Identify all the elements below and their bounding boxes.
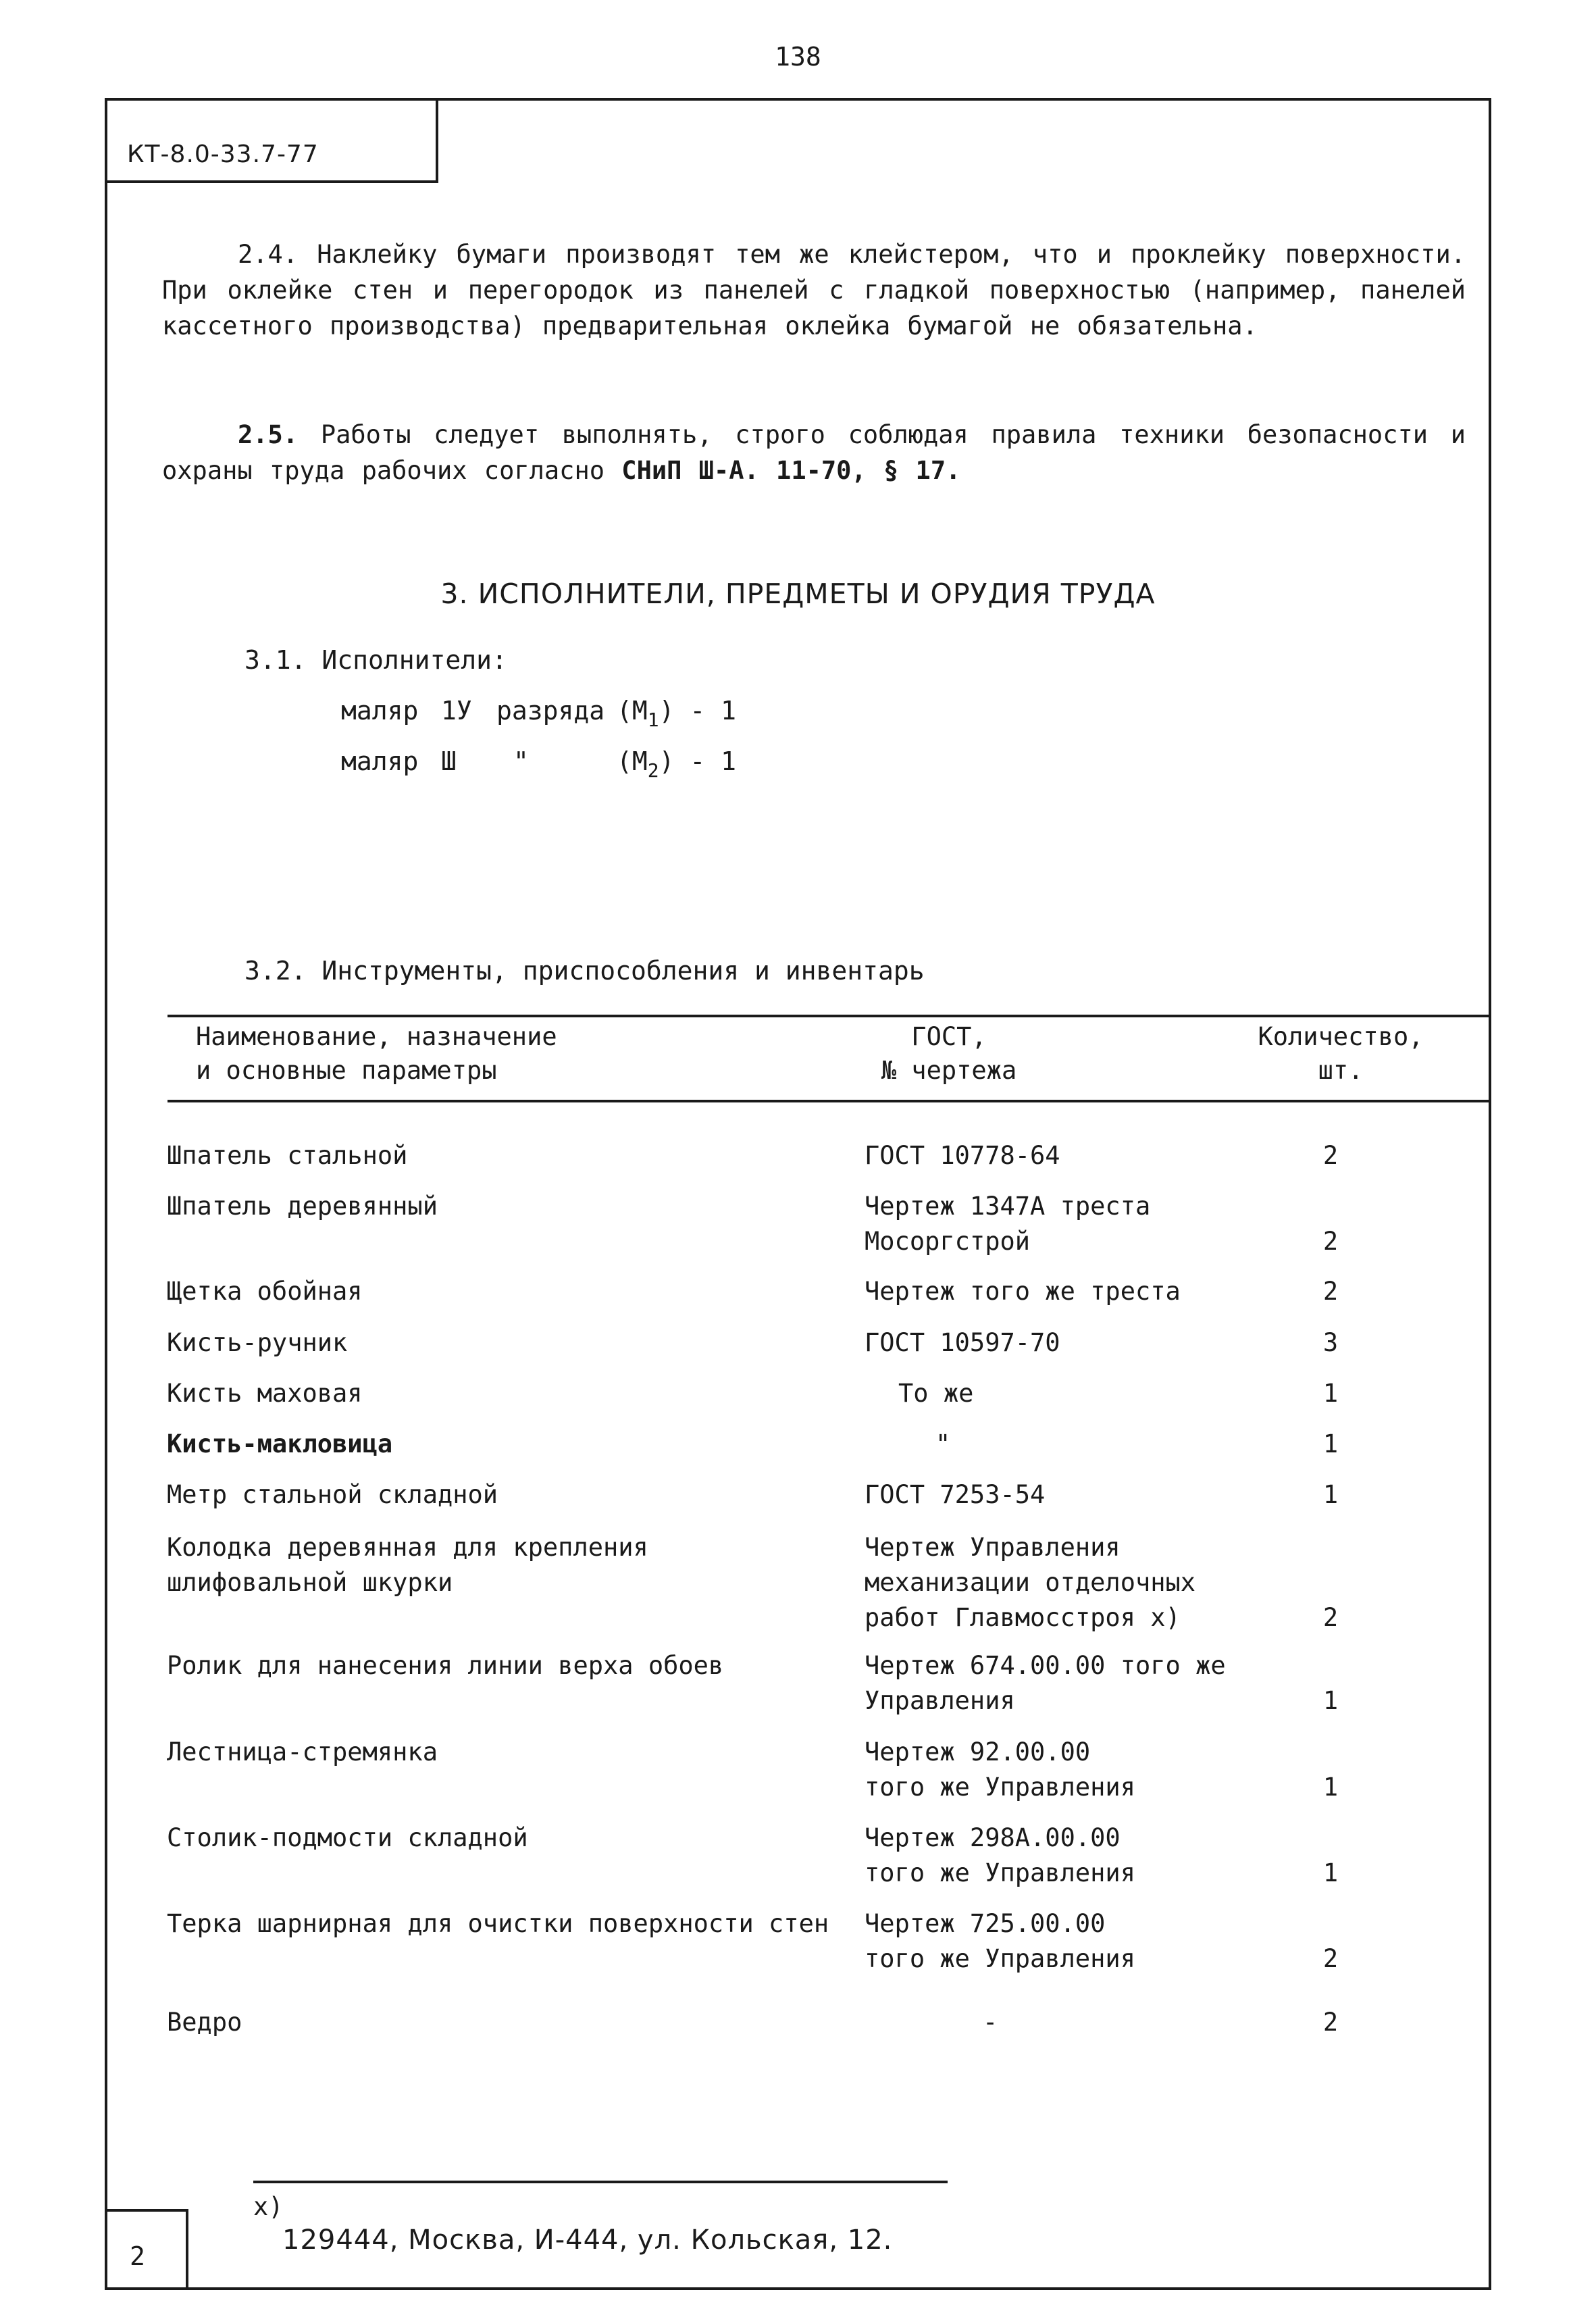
worker-row: маляр 1У разряда $(М_1) - 1$ <box>341 696 737 731</box>
paragraph-2-4 <box>162 236 1466 344</box>
footnote-mark: х) <box>253 2192 284 2221</box>
sheet-number: 2 <box>130 2241 145 2271</box>
page-number: 138 <box>775 42 821 72</box>
paragraph-2-5 <box>162 417 1466 488</box>
sheet-number-box <box>105 2209 188 2290</box>
table-header-rule <box>168 1100 1491 1102</box>
subsection-3-1-title: 3.1. Исполнители: <box>244 645 507 675</box>
header-name: Наименование, назначение и основные параметры <box>196 1022 557 1085</box>
header-qty: Количество, шт. <box>1258 1022 1424 1085</box>
paragraph-2-4-text: Наклейку бумаги производят тем же клейстером, что и проклейку поверхности. При оклейке стен и перегородок из панелей с гладкой поверхностью (например, панелей кассетного производства) предварительная оклейка бумагой не обязательна. <box>162 240 1466 340</box>
snip-reference: СНиП Ш-А. 11-70, § 17. <box>621 456 961 485</box>
paragraph-2-5-number: 2.5. <box>238 420 299 449</box>
doc-code: КТ-8.0-33.7-77 <box>127 141 319 168</box>
footnote-rule <box>253 2181 948 2183</box>
table-top-rule <box>168 1015 1491 1017</box>
worker-row: маляр Ш " $(М_2) - 1$ <box>341 746 737 782</box>
paragraph-2-4-number: 2.4. <box>238 240 299 269</box>
footnote-text: 129444, Москва, И-444, ул. Кольская, 12. <box>282 2225 893 2256</box>
section-3-heading: 3. ИСПОЛНИТЕЛИ, ПРЕДМЕТЫ И ОРУДИЯ ТРУДА <box>440 578 1156 610</box>
paragraph-2-5-text: Работы следует выполнять, строго соблюдая правила техники безопасности и охраны труда рабочих согласно <box>162 420 1466 485</box>
subsection-3-2-title: 3.2. Инструменты, приспособления и инвентарь <box>244 956 925 986</box>
header-gost: ГОСТ, № чертежа <box>881 1022 1017 1085</box>
